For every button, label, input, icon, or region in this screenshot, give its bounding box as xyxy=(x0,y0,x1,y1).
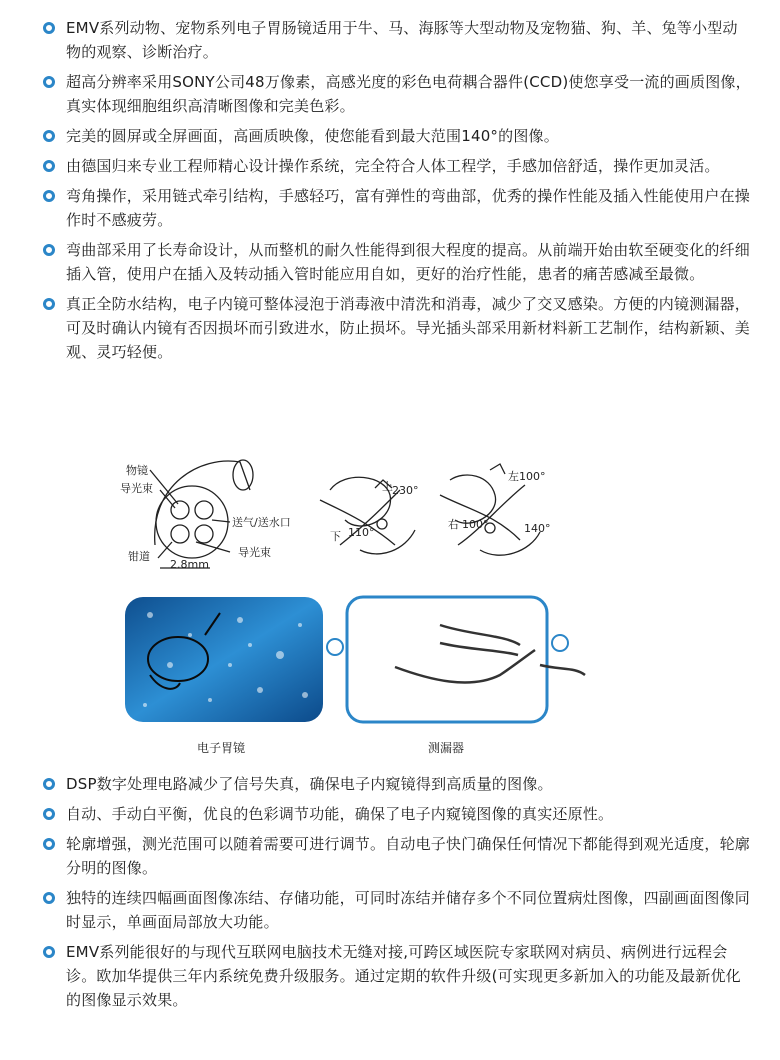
bullet-icon xyxy=(43,22,55,34)
feature-item: EMV系列能很好的与现代互联网电脑技术无缝对接,可跨区域医院专家联网对病员、病例进行远程会诊。欧加华提供三年内系统免费升级服务。通过定期的软件升级(可实现更多新加入的功能及最新优化的图像显示效果。 xyxy=(0,940,780,1012)
bullet-icon xyxy=(43,190,55,202)
bullet-icon xyxy=(43,76,55,88)
label-up: 上 xyxy=(382,480,393,493)
endoscope-diagrams xyxy=(0,450,780,590)
feature-item: 独特的连续四幅画面图像冻结、存储功能，可同时冻结并储存多个不同位置病灶图像，四副画面图像同时显示，单画面局部放大功能。 xyxy=(0,886,780,934)
angle-right: 140° xyxy=(524,522,551,535)
diagram-svg xyxy=(0,450,780,590)
feature-item: 弯曲部采用了长寿命设计，从而整机的耐久性能得到很大程度的提高。从前端开始由软至硬变化的纤细插入管，使用户在插入及转动插入管时能应用自如，更好的治疗性能，患者的痛苦感减至最微。 xyxy=(0,238,780,286)
bullet-icon xyxy=(43,160,55,172)
label-right: 右 xyxy=(448,518,459,531)
photo-svg xyxy=(0,595,780,765)
caption-endoscope: 电子胃镜 xyxy=(197,741,246,755)
label-channel: 钳道 xyxy=(128,550,150,563)
leak-tester-photo xyxy=(327,597,585,722)
label-air-water: 送气/送水口 xyxy=(232,516,291,529)
angle-down: 110° xyxy=(348,526,375,539)
label-lightguide-top: 导光束 xyxy=(120,482,153,495)
bullet-icon xyxy=(43,130,55,142)
bullet-icon xyxy=(43,946,55,958)
feature-item: 由德国归来专业工程师精心设计操作系统，完全符合人体工程学，手感加倍舒适，操作更加灵活。 xyxy=(0,154,780,178)
bullet-icon xyxy=(43,808,55,820)
feature-list-bottom xyxy=(0,772,780,1018)
bullet-icon xyxy=(43,298,55,310)
bullet-icon xyxy=(43,244,55,256)
caption-leak-tester: 测漏器 xyxy=(428,741,465,755)
product-photos xyxy=(0,595,780,765)
feature-item: DSP数字处理电路减少了信号失真，确保电子内窥镜得到高质量的图像。 xyxy=(0,772,780,796)
bullet-icon xyxy=(43,838,55,850)
feature-list-top xyxy=(0,16,780,370)
label-diameter: 2.8mm xyxy=(170,558,209,571)
feature-item: 完美的圆屏或全屏画面，高画质映像，使您能看到最大范围140°的图像。 xyxy=(0,124,780,148)
endoscope-photo xyxy=(125,597,323,722)
feature-item: 超高分辨率采用SONY公司48万像素，高感光度的彩色电荷耦合器件(CCD)使您享受一流的画质图像，真实体现细胞组织高清晰图像和完美色彩。 xyxy=(0,70,780,118)
feature-item: 真正全防水结构，电子内镜可整体浸泡于消毒液中清洗和消毒，减少了交叉感染。方便的内镜测漏器，可及时确认内镜有否因损坏而引致进水，防止损坏。导光插头部采用新材料新工艺制作，结构新颖、美观、灵巧轻便。 xyxy=(0,292,780,364)
feature-item: 自动、手动白平衡，优良的色彩调节功能，确保了电子内窥镜图像的真实还原性。 xyxy=(0,802,780,826)
bullet-icon xyxy=(43,892,55,904)
bullet-icon xyxy=(43,778,55,790)
feature-item: EMV系列动物、宠物系列电子胃肠镜适用于牛、马、海豚等大型动物及宠物猫、狗、羊、兔等小型动物的观察、诊断治疗。 xyxy=(0,16,780,64)
feature-item: 轮廓增强，测光范围可以随着需要可进行调节。自动电子快门确保任何情况下都能得到观光适度，轮廓分明的图像。 xyxy=(0,832,780,880)
label-objective: 物镜 xyxy=(126,464,148,477)
label-down: 下 xyxy=(330,530,341,543)
angle-up: 230° xyxy=(392,484,419,497)
label-lightguide-bottom: 导光束 xyxy=(238,546,271,559)
angle-left: 100° xyxy=(462,518,489,531)
feature-item: 弯角操作，采用链式牵引结构，手感轻巧，富有弹性的弯曲部，优秀的操作性能及插入性能使用户在操作时不感疲劳。 xyxy=(0,184,780,232)
angle-left-top: 左100° xyxy=(508,470,546,483)
